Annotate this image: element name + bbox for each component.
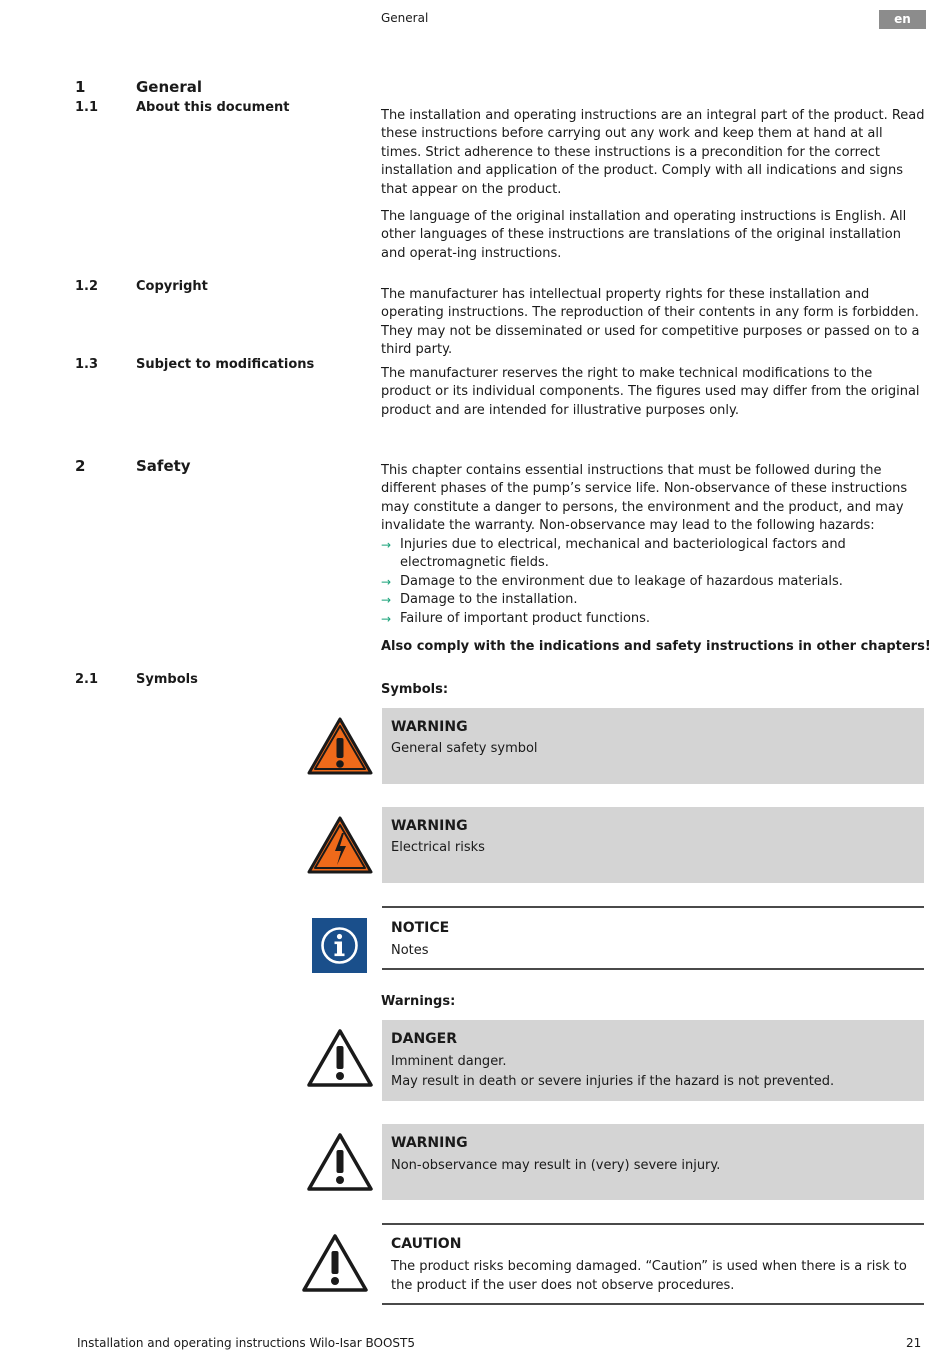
warning-box (382, 1124, 924, 1200)
hazard-list (381, 536, 926, 629)
list-item: → Injuries due to electrical, mechanical and bacteriological factors and electromagnetic fields. (381, 536, 846, 571)
warning-triangle-orange-icon (306, 716, 374, 776)
section-number: 1.1 (75, 100, 99, 115)
list-item: → Damage to the installation. (381, 591, 926, 610)
arrow-right-icon: → (381, 574, 392, 589)
safety-note: Also comply with the indications and safety instructions in other chapters! (381, 639, 931, 654)
section-title: General (136, 78, 202, 96)
arrow-right-icon: → (381, 537, 392, 552)
box-title: WARNING (391, 818, 468, 834)
section-number: 2 (75, 457, 86, 475)
box-title: WARNING (391, 1135, 468, 1151)
section-number: 1.3 (75, 357, 99, 372)
paragraph: The installation and operating instructions are an integral part of the product. Read these instructions before carrying out any work and keep them at hand at all times. Strict adherence to these instructions is a precondition for the correct installation and application of the product. Comply with all indications and signs that appear on the product. (381, 108, 925, 197)
section-title: Copyright (136, 279, 208, 294)
danger-box (382, 1020, 924, 1101)
footer-title: Installation and operating instructions Wilo-Isar BOOST5 (77, 1336, 416, 1350)
box-title: NOTICE (391, 920, 450, 936)
list-item: → Failure of important product functions. (381, 610, 926, 629)
box-text: General safety symbol (391, 741, 538, 756)
box-title: CAUTION (391, 1236, 462, 1252)
info-icon (312, 918, 367, 973)
section-title: About this document (136, 100, 290, 115)
warning-triangle-bw-icon (301, 1233, 369, 1293)
notice-box (382, 906, 924, 970)
warning-triangle-bw-icon (306, 1132, 374, 1192)
box-title: WARNING (391, 719, 468, 735)
paragraph: This chapter contains essential instructions that must be followed during the different phases of the pump’s service life. Non-observance of these instructions may constitute a danger to persons, the environment and the product, and may invalidate the warranty. Non-observance may lead to the following hazards: (381, 463, 908, 534)
section-title: Symbols (136, 672, 198, 687)
about-document-text (381, 107, 926, 263)
warning-electrical-box (382, 807, 924, 883)
box-text: The product risks becoming damaged. “Caution” is used when there is a risk to the product if the user does not observe procedures. (391, 1259, 907, 1293)
box-text: Notes (391, 943, 429, 958)
warning-triangle-bw-icon (306, 1028, 374, 1088)
paragraph: The language of the original installation and operating instructions is English. All other languages of these instructions are translations of the original installation and operat-ing instructions. (381, 209, 907, 261)
box-text: Electrical risks (391, 840, 485, 855)
box-text: Non-observance may result in (very) severe injury. (391, 1158, 721, 1173)
warnings-label: Warnings: (381, 994, 456, 1009)
page-number: 21 (906, 1336, 922, 1350)
electrical-hazard-icon (306, 815, 374, 875)
symbols-label: Symbols: (381, 682, 449, 697)
section-number: 1.2 (75, 279, 99, 294)
language-badge: en (879, 10, 926, 29)
caution-box (382, 1223, 924, 1305)
section-title: Subject to modifications (136, 357, 315, 372)
box-text: Imminent danger. (391, 1054, 507, 1069)
arrow-right-icon: → (381, 593, 392, 608)
modifications-text: The manufacturer reserves the right to make technical modifications to the product or its individual components. The figures used may differ from the original product and are intended for illustrative purposes only. (381, 366, 920, 418)
list-item: → Damage to the environment due to leakage of hazardous materials. (381, 573, 926, 592)
running-header: General (381, 11, 429, 25)
section-title: Safety (136, 457, 191, 475)
box-title: DANGER (391, 1031, 458, 1047)
copyright-text: The manufacturer has intellectual property rights for these installation and operating instructions. The reproduction of their contents in any form is forbidden. They may not be disseminated or used for competitive purposes or passed on to a third party. (381, 287, 920, 358)
box-text: May result in death or severe injuries if the hazard is not prevented. (391, 1074, 835, 1089)
arrow-right-icon: → (381, 612, 392, 626)
safety-text (381, 462, 926, 629)
section-number: 1 (75, 78, 86, 96)
section-number: 2.1 (75, 672, 99, 687)
warning-general-box (382, 708, 924, 784)
